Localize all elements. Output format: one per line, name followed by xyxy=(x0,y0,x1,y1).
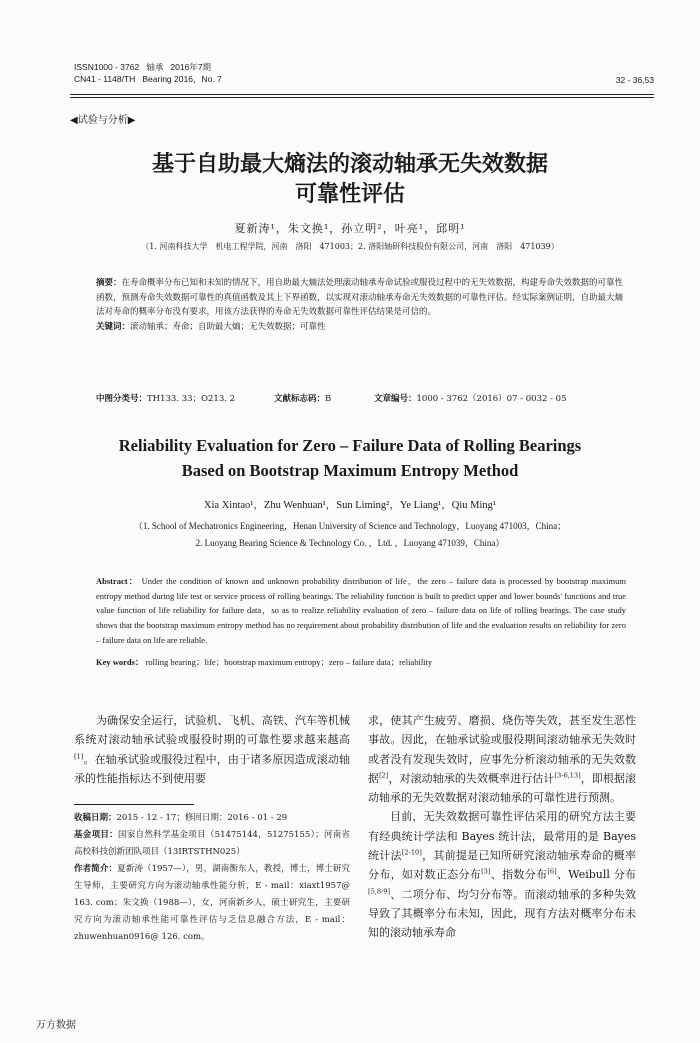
keywords-en-label: Key words： xyxy=(96,657,144,667)
fund-label: 基金项目： xyxy=(74,830,118,840)
journal-header xyxy=(74,61,222,85)
body-right-p2-a: 目前，无失效数据可靠性评估采用的研究方法主要有经典统计学法和 Bayes 统计法，最常用的是 Bayes 统计法 xyxy=(368,810,636,863)
abstract-cn-text: 在寿命概率分布已知和未知的情况下，用自助最大熵法处理滚动轴承寿命试验或服役过程中的无失效数据，构建寿命失效数据的可靠性函数，预测寿命失效数据可靠性的真值函数及其上下界函数，以实现对滚动轴承寿命无失效数据的可靠性评估。经实际案例证明，自助最大熵法对寿命的概率分布没有要求，用该方法获得的寿命无失效数据可靠性评估结果是可信的。 xyxy=(96,278,624,317)
footnote-rule xyxy=(74,804,194,805)
section-label: ◀试验与分析▶ xyxy=(70,115,136,126)
article-number-label: 文章编号： xyxy=(374,394,417,404)
wanfang-watermark: 万方数据 xyxy=(36,1020,76,1031)
body-left-text-2: 。在轴承试验或服役过程中，由于诸多原因造成滚动轴承的性能指标达不到使用要 xyxy=(74,752,350,785)
author-bio-label: 作者简介： xyxy=(74,864,118,874)
keywords-cn-text: 滚动轴承；寿命；自助最大熵；无失效数据；可靠性 xyxy=(130,321,326,332)
title-en-line-1: Reliability Evaluation for Zero – Failure Data of Rolling Bearings xyxy=(118,436,582,455)
body-right-p1-c: ，即根据滚动轴承的无失效数据对滚动轴承的可靠性进行预测。 xyxy=(368,771,637,805)
author-bio-text: 夏新涛（1957—），男，湖南衡东人，教授，博士，博士研究生导师，主要研究方向为滚动轴承性能分析，E - mail：xiaxt1957@ 163. com；朱文换（1988—），女，河南新乡人，硕士研究生，主要研究方向为滚动轴承性能可靠性评估与乏信息融合方法，E - mail：zhuwenhuan0916@ 126. com。 xyxy=(74,864,350,942)
body-left-text-1: 为确保安全运行，试验机、飞机、高铁、汽车等机械系统对滚动轴承试验或服役时期的可靠性要求越来越高 xyxy=(74,714,350,747)
abstract-en-label: Abstract： xyxy=(96,576,139,586)
body-right-p2-d: 、Weibull 分布 xyxy=(556,868,637,882)
fund-text: 国家自然科学基金项目（51475144，51275155）；河南省高校科技创新团队项目（13IRTSTHN025） xyxy=(74,830,350,857)
clc-code: TH133. 33；O213. 2 xyxy=(147,394,236,404)
journal-name-en: Bearing 2016，No. 7 xyxy=(142,74,222,84)
body-right-p2-b: ，其前提是已知所研究滚动轴承寿命的概率分布，如对数正态分布 xyxy=(368,849,637,882)
citation-ref: [2] xyxy=(379,771,389,780)
body-right-p2-c: 、指数分布 xyxy=(490,868,548,882)
abstract-cn-label: 摘要： xyxy=(96,278,122,288)
body-column-left xyxy=(74,711,350,788)
abstract-en-text: Under the condition of known and unknown probability distribution of life，the zero – failure data is processed by bootstrap maximum entropy method during life test or service process of rolling bearings. The reliability function is built to predict upper and lower bounds' functions and true value function of life reliability for failure data，so as to realize reliability evaluation of zero – failure data on life of rolling bearings. The case study shows that the bootstrap maximum entropy method has no requirement about probability distribution of life and the evaluation results on reliability for zero – failure data on life are reliable. xyxy=(96,576,627,645)
footnote xyxy=(74,810,350,946)
abstract-cn xyxy=(96,276,626,334)
body-right-p1-a: 求，使其产生疲劳、磨损、烧伤等失效，甚至发生恶性事故。因此，在轴承试验或服役期间滚动轴承无失效时或者没有发现失效时，应事先分析滚动轴承的无失效数据 xyxy=(368,714,636,785)
authors-cn: 夏新涛¹，朱文换¹，孙立明²，叶亮¹，邱明¹ xyxy=(234,222,466,235)
body-column-right xyxy=(368,711,636,943)
journal-name-cn: 轴承 xyxy=(146,62,164,72)
issn: ISSN1000 - 3762 xyxy=(74,62,140,72)
citation-ref: [3] xyxy=(481,867,491,876)
citation-ref: [2-10] xyxy=(401,848,422,857)
affiliation-en xyxy=(0,518,700,552)
keywords-en-text: rolling bearing；life；bootstrap maximum entropy；zero – failure data；reliability xyxy=(145,657,433,667)
received-date-label: 收稿日期： xyxy=(74,813,117,823)
paper-title-en xyxy=(0,433,700,483)
doc-code-label: 文献标志码： xyxy=(274,394,326,404)
keywords-en xyxy=(96,656,626,668)
header-rule xyxy=(70,94,654,95)
citation-ref: [3-6,13] xyxy=(554,771,581,780)
citation-ref: [1] xyxy=(74,751,84,760)
body-right-p2-e: 、二项分布、均匀分布等。而滚动轴承的多种失效导致了其概率分布未知，因此，现有方法对概率分布未知的滚动轴承寿命 xyxy=(368,887,636,940)
body-right-p1-b: ，对滚动轴承的失效概率进行估计 xyxy=(388,771,555,785)
clc-label: 中图分类号： xyxy=(96,394,148,404)
keywords-cn-label: 关键词： xyxy=(96,321,131,332)
issue-cn: 2016年7期 xyxy=(170,62,212,72)
cn-code: CN41 - 1148/TH xyxy=(74,74,136,84)
title-cn-line-1: 基于自助最大熵法的滚动轴承无失效数据 xyxy=(151,152,548,177)
abstract-en xyxy=(96,574,626,648)
paper-title-cn xyxy=(0,150,700,210)
title-en-line-2: Based on Bootstrap Maximum Entropy Method xyxy=(181,461,519,480)
doc-code: B xyxy=(325,394,332,404)
title-cn-line-2: 可靠性评估 xyxy=(294,182,405,207)
citation-ref: [5,8-9] xyxy=(368,887,391,896)
received-dates: 2015 - 12 - 17；修回日期：2016 - 01 - 29 xyxy=(116,813,288,823)
affiliation-en-line-1: （1. School of Mechatronics Engineering，Henan University of Science and Technology，Luoyang 471003，China； xyxy=(133,521,567,531)
page-range: 32 - 36,53 xyxy=(615,75,654,85)
affiliation-cn: （1. 河南科技大学 机电工程学院，河南 洛阳 471003；2. 洛阳轴研科技股份有限公司，河南 洛阳 471039） xyxy=(141,242,559,251)
header-rule-thin xyxy=(70,97,654,98)
affiliation-en-line-2: 2. Luoyang Bearing Science & Technology Co. ，Ltd. ，Luoyang 471039，China） xyxy=(195,538,505,548)
article-number: 1000 - 3762（2016）07 - 0032 - 05 xyxy=(416,394,567,404)
authors-en: Xia Xintao¹，Zhu Wenhuan¹，Sun Liming²，Ye Liang¹，Qiu Ming¹ xyxy=(203,500,497,511)
citation-ref: [6] xyxy=(547,867,557,876)
